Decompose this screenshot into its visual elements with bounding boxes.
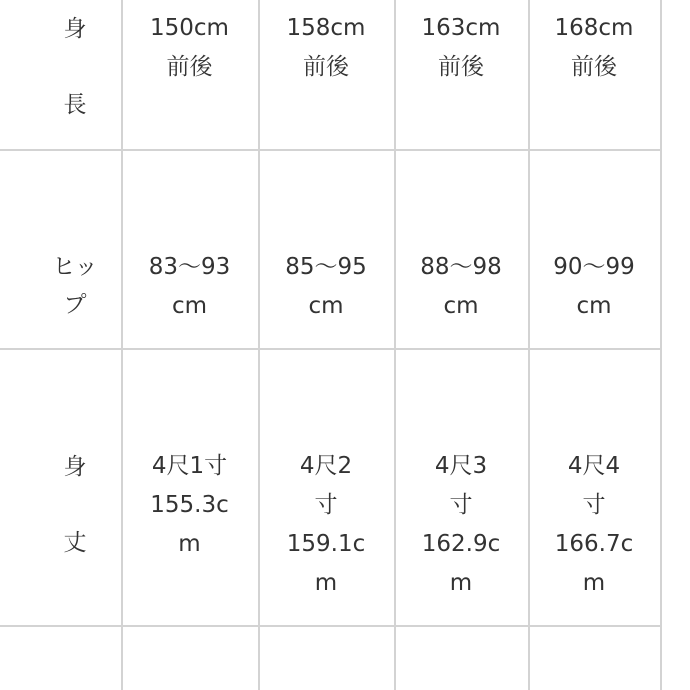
table-cell: 88〜98 cm <box>420 254 502 319</box>
table-cell: 4尺4 寸 166.7c m <box>554 453 634 596</box>
row-divider <box>0 348 662 350</box>
table-cell: 4尺3 寸 162.9c m <box>421 453 501 596</box>
table-cell: 163cm 前後 <box>421 15 501 80</box>
table-cell: 90〜99 cm <box>553 254 635 319</box>
table-cell: 83〜93 cm <box>148 254 231 319</box>
table-cell: 168cm 前後 <box>554 15 634 80</box>
table-cell: 4尺2 寸 159.1c m <box>286 453 366 596</box>
row-divider <box>0 149 662 151</box>
table-cell: 85〜95 cm <box>285 254 367 319</box>
row-label-hip: ヒッ プ <box>52 254 98 318</box>
table-cell-empty <box>258 627 394 690</box>
table-cell-empty <box>394 627 528 690</box>
row-label-height: 身 長 <box>63 16 87 118</box>
table-cell-empty <box>528 627 660 690</box>
table-cell-empty <box>121 627 258 690</box>
column-divider <box>660 0 662 690</box>
table-cell: 150cm 前後 <box>150 15 229 80</box>
table-cell: 158cm 前後 <box>286 15 366 80</box>
row-label-length: 身 丈 <box>63 454 87 556</box>
table-cell-empty <box>0 627 121 690</box>
table-cell: 4尺1寸 155.3c m <box>150 453 229 557</box>
